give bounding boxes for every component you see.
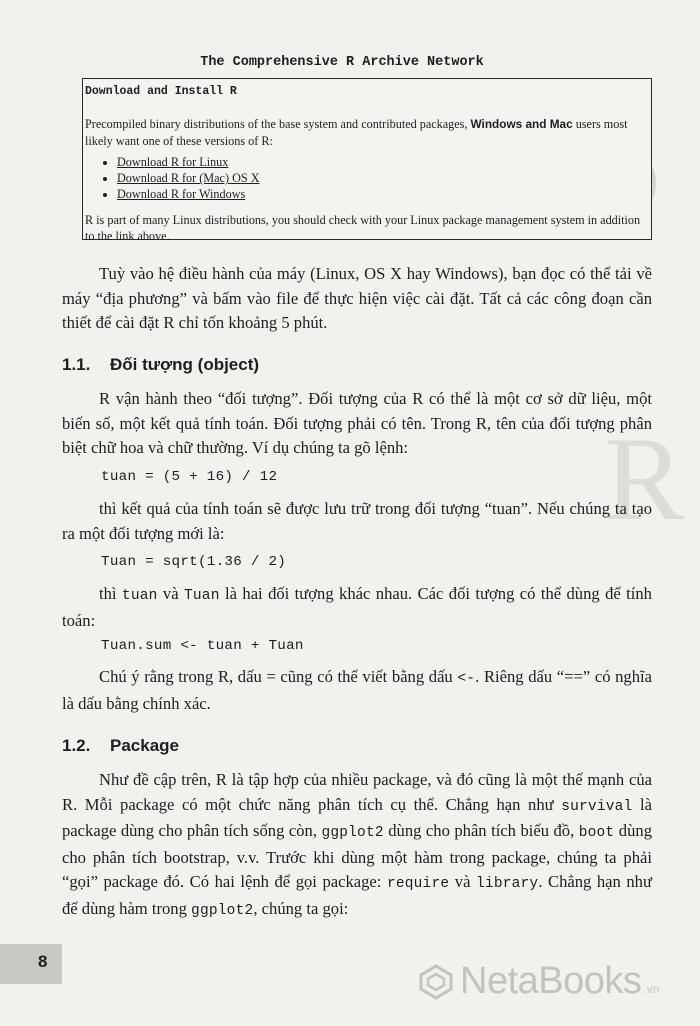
inline-code: boot: [578, 825, 615, 841]
bleedthrough-letter: R: [604, 412, 685, 545]
section-heading-package: 1.2. Package: [62, 736, 179, 755]
watermark-brand: NetaBooks: [460, 960, 642, 1002]
inline-code: <-: [457, 671, 476, 687]
cran-heading: Download and Install R: [85, 85, 237, 98]
cran-description: Precompiled binary distributions of the base system and contributed packages, Windows and Mac users most likely want one of these versions of R:: [85, 117, 628, 148]
cran-note: R is part of many Linux distributions, you should check with your Linux package management system in addition to the link above.: [85, 213, 641, 243]
code-block-2: Tuan = sqrt(1.36 / 2): [101, 554, 287, 570]
list-item: [117, 154, 260, 170]
cran-download-list: [101, 154, 260, 203]
inline-code: tuan: [121, 588, 158, 604]
inline-code: ggplot2: [321, 825, 384, 841]
intro-paragraph: Tuỳ vào hệ điều hành của máy (Linux, OS X hay Windows), bạn đọc có thể tải về máy “địa phương” và bấm vào file để thực hiện việc cài đặt. Tất cả các công đoạn cần thiết để cài đặt R chỉ tốn khoảng 5 phút.: [62, 264, 652, 332]
objects-paragraph-4: Chú ý rằng trong R, dấu = cũng có thể viết bằng dấu <-. Riêng dấu “==” có nghĩa là dấu bằng chính xác.: [62, 667, 652, 713]
objects-paragraph-2: thì kết quả của tính toán sẽ được lưu trữ trong đối tượng “tuan”. Nếu chúng ta tạo ra một đối tượng mới là:: [62, 499, 652, 543]
page-number: 8: [38, 952, 48, 971]
code-block-1: tuan = (5 + 16) / 12: [101, 469, 278, 485]
inline-code: ggplot2: [191, 902, 254, 919]
section-heading-objects: 1.1. Đối tượng (object): [62, 355, 260, 374]
code-block-3: Tuan.sum <- tuan + Tuan: [101, 638, 304, 654]
inline-code: library: [476, 876, 539, 892]
objects-paragraph-3: thì tuan và Tuan là hai đối tượng khác nhau. Các đối tượng có thể dùng để tính toán:: [62, 584, 652, 630]
list-item: [117, 170, 260, 186]
netabooks-logo-icon: [418, 964, 454, 1000]
cran-desc-bold: Windows and Mac: [470, 117, 573, 131]
inline-code: survival: [561, 798, 633, 815]
cran-screenshot-box: [82, 78, 652, 243]
cran-title: The Comprehensive R Archive Network: [200, 55, 484, 70]
inline-code: Tuan: [184, 588, 220, 604]
watermark: [418, 960, 659, 1003]
download-mac-link[interactable]: Download R for (Mac) OS X: [117, 171, 260, 186]
watermark-suffix: .vn: [643, 981, 660, 996]
package-paragraph: Như đề cập trên, R là tập hợp của nhiều package, và đó cũng là một thế mạnh của R. Mỗi package có một chức năng phân tích cụ thể. Chẳng hạn như survival là package dùng cho phân tích sống còn, ggplot2 dùng cho phân tích biểu đồ, boot dùng cho phân tích bootstrap, v.v. Trước khi dùng một hàm trong package, chúng ta phải “gọi” package đó. Có hai lệnh để gọi package: require và library. Chẳng hạn như để dùng hàm trong ggplot2, chúng ta gọi:: [62, 770, 652, 919]
page-number-band: [0, 944, 62, 984]
download-windows-link[interactable]: Download R for Windows: [117, 187, 246, 202]
inline-code: require: [386, 876, 450, 892]
list-item: [117, 186, 260, 202]
objects-paragraph-1: R vận hành theo “đối tượng”. Đối tượng của R có thể là một cơ sở dữ liệu, một biến số, một kết quả tính toán. Đối tượng phải có tên. Trong R, tên của đối tượng phân biệt chữ hoa và chữ thường. Ví dụ chúng ta gõ lệnh:: [62, 389, 652, 457]
download-linux-link[interactable]: Download R for Linux: [117, 155, 229, 169]
